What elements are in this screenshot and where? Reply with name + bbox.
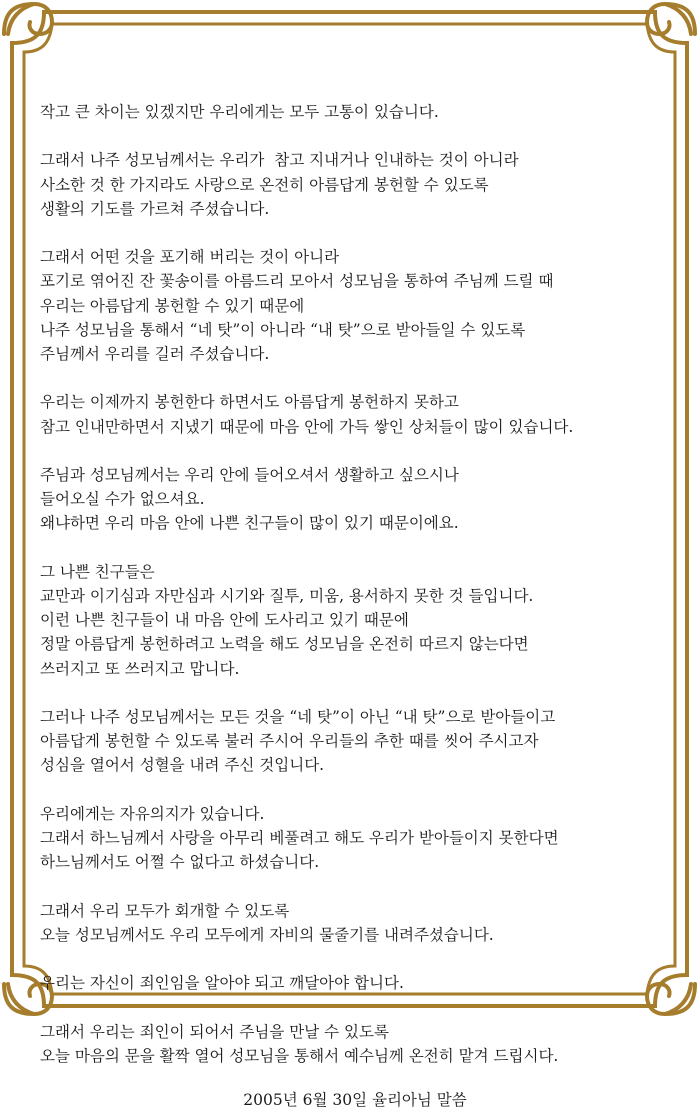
text-line: 우리는 이제까지 봉헌한다 하면서도 아름답게 봉헌하지 못하고 xyxy=(40,393,459,412)
text-line: 생활의 기도를 가르쳐 주셨습니다. xyxy=(40,199,270,218)
text-line: 그래서 어떤 것을 포기해 버리는 것이 아니라 xyxy=(40,248,340,267)
text-line: 하느님께서도 어쩔 수 없다고 하셨습니다. xyxy=(40,853,320,872)
paragraph xyxy=(40,560,670,681)
signature-date-line: 2005년 6월 30일 율리아님 말씀 xyxy=(243,1091,467,1110)
text-line: 성심을 열어서 성혈을 내려 주신 것입니다. xyxy=(40,756,325,775)
text-line: 그래서 우리는 죄인이 되어서 주님을 만날 수 있도록 xyxy=(40,1022,389,1041)
text-line: 그래서 우리 모두가 회개할 수 있도록 xyxy=(40,901,290,920)
message-body xyxy=(40,100,670,1112)
text-line: 오늘 성모님께서도 우리 모두에게 자비의 물줄기를 내려주셨습니다. xyxy=(40,925,494,944)
text-line: 주님과 성모님께서는 우리 안에 들어오셔서 생활하고 싶으시나 xyxy=(40,465,459,484)
paragraph xyxy=(40,899,670,947)
text-line: 작고 큰 차이는 있겠지만 우리에게는 모두 고통이 있습니다. xyxy=(40,103,439,121)
text-line: 정말 아름답게 봉헌하려고 노력을 해도 성모님을 온전히 따르지 않는다면 xyxy=(40,635,529,654)
text-line: 참고 인내만하면서 지냈기 때문에 마음 안에 가득 쌓인 상처들이 많이 있습니다. xyxy=(40,417,574,436)
text-line: 쓰러지고 또 쓰러지고 맙니다. xyxy=(40,659,240,678)
paragraph xyxy=(40,705,670,778)
text-line: 포기로 엮어진 잔 꽃송이를 아름드리 모아서 성모님을 통하여 주님께 드릴 때 xyxy=(40,272,554,291)
text-line: 우리에게는 자유의지가 있습니다. xyxy=(40,804,265,823)
text-line: 그 나쁜 친구들은 xyxy=(40,562,155,581)
text-line: 그래서 하느님께서 사랑을 아무리 베풀려고 해도 우리가 받아들이지 못한다면 xyxy=(40,828,559,847)
text-line: 아름답게 봉헌할 수 있도록 불러 주시어 우리들의 추한 때를 씻어 주시고자 xyxy=(40,732,539,751)
paragraph xyxy=(40,971,670,995)
text-line: 우리는 자신이 죄인임을 알아야 되고 깨달아야 합니다. xyxy=(40,974,404,993)
text-line: 왜냐하면 우리 마음 안에 나쁜 친구들이 많이 있기 때문이에요. xyxy=(40,514,459,533)
text-line: 교만과 이기심과 자만심과 시기와 질투, 미움, 용서하지 못한 것 들입니다. xyxy=(40,586,534,605)
text-line: 이런 나쁜 친구들이 내 마음 안에 도사리고 있기 때문에 xyxy=(40,611,409,630)
paragraph xyxy=(40,463,670,536)
text-line: 나주 성모님을 통해서 “네 탓”이 아니라 “내 탓”으로 받아들일 수 있도록 xyxy=(40,320,526,339)
text-line: 사소한 것 한 가지라도 사랑으로 온전히 아름답게 봉헌할 수 있도록 xyxy=(40,175,489,194)
paragraph xyxy=(40,390,670,438)
text-line: 오늘 마음의 문을 활짝 열어 성모님을 통해서 예수님께 온전히 맡겨 드립시다. xyxy=(40,1046,559,1065)
paragraph xyxy=(40,100,670,124)
text-line: 그래서 나주 성모님께서는 우리가 참고 지내거나 인내하는 것이 아니라 xyxy=(40,151,519,170)
text-line: 우리는 아름답게 봉헌할 수 있기 때문에 xyxy=(40,296,305,315)
paragraph xyxy=(40,802,670,875)
text-line: 그러나 나주 성모님께서는 모든 것을 “네 탓”이 아닌 “내 탓”으로 받아들이고 xyxy=(40,707,556,726)
paragraph xyxy=(40,148,670,221)
paragraph xyxy=(40,245,670,366)
text-line: 주님께서 우리를 길러 주셨습니다. xyxy=(40,345,270,363)
text-line: 들어오실 수가 없으셔요. xyxy=(40,490,205,509)
paragraph xyxy=(40,1020,670,1068)
